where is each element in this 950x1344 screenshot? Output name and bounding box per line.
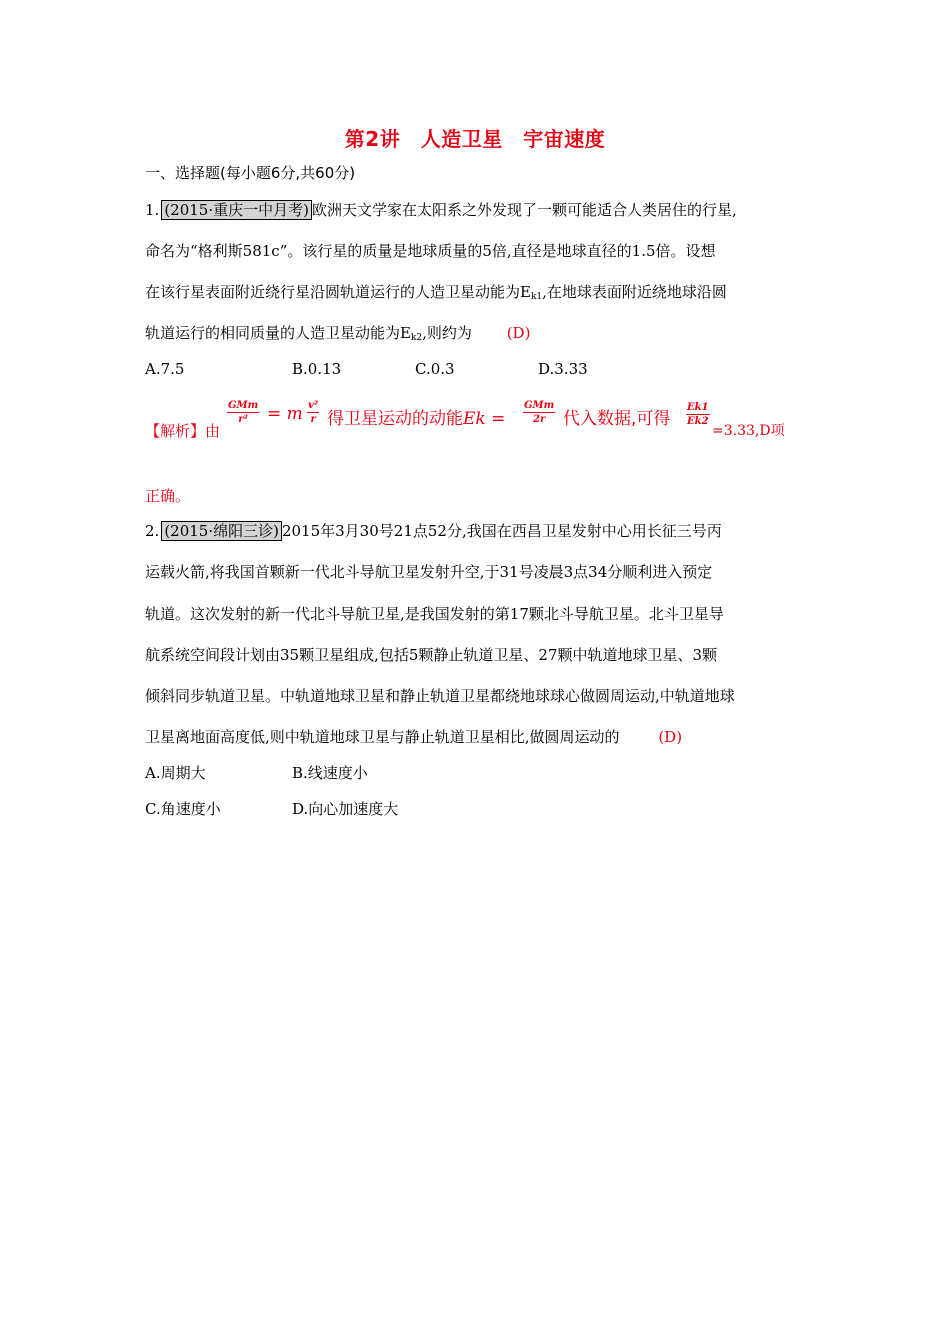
fraction-gmm-2r: GMm 2r xyxy=(524,400,555,425)
q1-line-3: 在该行星表面附近绕行星沿圆轨道运行的人造卫星动能为$E_{k1}$,在地球表面附近绕地球沿圆 xyxy=(145,283,727,302)
q2-line-2: 运载火箭,将我国首颗新一代北斗导航卫星发射升空,于31号凌晨3点34分顺利进入预定 xyxy=(145,563,713,581)
q2-answer: (D) xyxy=(658,728,683,746)
q2-source-tag: (2015·绵阳三诊) xyxy=(161,521,282,541)
analysis-label: 【解析】由 xyxy=(145,422,221,440)
q1-option-c: C.0.3 xyxy=(415,360,455,378)
q1-line-2: 命名为“格利斯581c”。该行星的质量是地球质量的5倍,直径是地球直径的1.5倍。设想 xyxy=(145,242,716,260)
fraction-ek1-ek2: Ek1 Ek2 xyxy=(687,402,709,427)
q2-line-1 xyxy=(145,521,722,541)
q2-line-3: 轨道。这次发射的新一代北斗导航卫星,是我国发射的第17颗北斗导航卫星。北斗卫星导 xyxy=(145,605,724,623)
section-heading: 一、选择题(每小题6分,共60分) xyxy=(145,164,356,182)
q1-answer: (D) xyxy=(506,324,531,342)
q2-text-1: 2015年3月30号21点52分,我国在西昌卫星发射中心用长征三号丙 xyxy=(281,522,722,540)
page-title: 第2讲 人造卫星 宇宙速度 xyxy=(344,127,606,151)
q1-option-a: A.7.5 xyxy=(145,360,185,378)
fraction-gmm-r2: GMm r² xyxy=(228,400,259,425)
q1-option-b: B.0.13 xyxy=(292,360,342,378)
q2-option-b: B.线速度小 xyxy=(292,764,368,782)
q1-number: 1. xyxy=(145,201,160,219)
analysis-text-1: 得卫星运动的动能Ek = xyxy=(327,409,506,429)
analysis-result: =3.33,D项 xyxy=(712,423,785,439)
q2-option-c: C.角速度小 xyxy=(145,800,221,818)
q2-line-5: 倾斜同步轨道卫星。中轨道地球卫星和静止轨道卫星都绕地球球心做圆周运动,中轨道地球 xyxy=(145,687,735,705)
q2-line-6: 卫星离地面高度低,则中轨道地球卫星与静止轨道卫星相比,做圆周运动的 (D) xyxy=(145,728,683,746)
q2-option-a: A.周期大 xyxy=(145,764,206,782)
fraction-v2-r: v² r xyxy=(308,400,319,425)
q1-line-1 xyxy=(145,200,737,220)
q1-option-d: D.3.33 xyxy=(538,360,588,378)
q2-option-d: D.向心加速度大 xyxy=(292,800,399,818)
analysis-line-2: 正确。 xyxy=(145,487,191,505)
q1-line-4: 轨道运行的相同质量的人造卫星动能为$E_{k2}$,则约为 (D) xyxy=(145,324,531,343)
analysis-text-2: 代入数据,可得 xyxy=(563,409,671,429)
q1-analysis xyxy=(145,398,845,442)
q2-number: 2. xyxy=(145,522,160,540)
q1-text-1: 欧洲天文学家在太阳系之外发现了一颗可能适合人类居住的行星, xyxy=(311,201,737,219)
q2-line-4: 航系统空间段计划由35颗卫星组成,包括5颗静止轨道卫星、27颗中轨道地球卫星、3颗 xyxy=(145,646,718,664)
equals-m: = m xyxy=(267,404,303,424)
q1-source-tag: (2015·重庆一中月考) xyxy=(161,200,312,220)
